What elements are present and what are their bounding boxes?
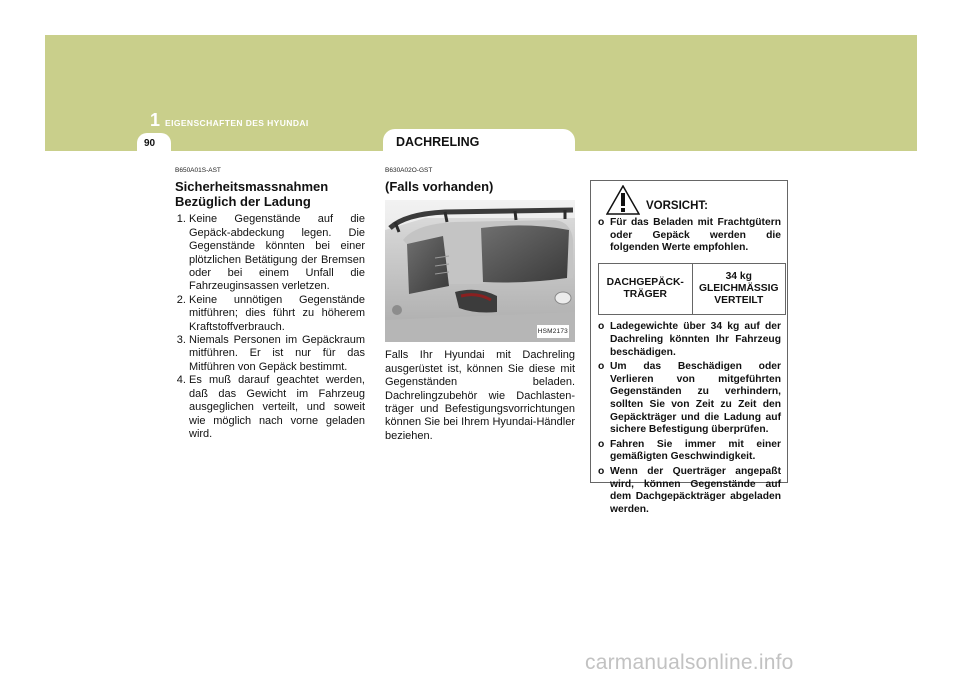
cargo-safety-list — [175, 213, 365, 441]
bullet: o — [598, 438, 605, 450]
roof-rack-photo — [385, 200, 575, 342]
chapter-heading — [150, 110, 309, 131]
list-item: 1. Keine Gegenstände auf die Gepäck-abdeckung legen. Die Gegenstände könnten bei einer plötzlichen Betätigung der Bremsen oder bei einem Unfall die Fahrzeuginsassen verletzen. — [189, 213, 365, 293]
watermark-link[interactable]: carmanualsonline.info — [585, 651, 794, 674]
caution-box — [590, 180, 788, 515]
caution-item — [598, 439, 781, 464]
bullet: o — [598, 321, 605, 333]
caution-text: Wenn der Querträger angepaßt wird, können Gegenstände auf dem Dachgepäckträger abgeladen werden. — [610, 465, 781, 515]
page-number: 90 — [144, 138, 156, 149]
bullet: o — [598, 465, 605, 477]
warning-triangle-icon — [606, 185, 640, 215]
caution-header — [598, 187, 781, 215]
table-row — [599, 263, 786, 315]
roof-rack-heading: (Falls vorhanden) — [385, 179, 494, 195]
image-label: HSM2173 — [537, 325, 569, 338]
bullet: o — [598, 217, 605, 228]
caution-text: Fahren Sie immer mit einer gemäßigten Geschwindigkeit. — [610, 438, 781, 463]
cargo-safety-section — [175, 164, 365, 441]
roof-rack-section — [385, 164, 575, 443]
load-table — [598, 263, 786, 316]
section-code: B650A01S-AST — [175, 167, 221, 174]
chapter-title: EIGENSCHAFTEN DES HYUNDAI — [165, 118, 309, 128]
section-code: B630A02O-GST — [385, 167, 433, 174]
load-table-value: 34 kg GLEICHMÄSSIG VERTEILT — [692, 263, 786, 315]
bullet: o — [598, 361, 605, 373]
car-rear-illustration — [385, 200, 575, 342]
caution-title: VORSICHT: — [646, 200, 708, 213]
roof-rack-description: Falls Ihr Hyundai mit Dachreling ausgerüstet ist, können Sie diese mit Gegenständen beladen. Dachrelingzubehör wie Dachlasten-träger und Befestigungsvorrichtungen können Sie bei Ihrem Hyundai-Händler beziehen. — [385, 349, 575, 442]
caution-text: Ladegewichte über 34 kg auf der Dachreling könnten Ihr Fahrzeug beschädigen. — [610, 321, 781, 358]
caution-item — [598, 361, 781, 437]
caution-item — [598, 466, 781, 516]
list-item: 2. Keine unnötigen Gegenstände mitführen; dies führt zu höherem Kraftstoffverbrauch. — [189, 294, 365, 334]
caution-item — [598, 217, 781, 255]
chapter-number: 1 — [150, 110, 161, 130]
section-title: DACHRELING — [396, 135, 480, 149]
caution-text: Um das Beschädigen oder Verlieren von mitgeführten Gegenständen zu verhindern, sollten Sie von Zeit zu Zeit den Gepäckträger und die Ladung auf sichere Befestigung überprüfen. — [610, 361, 781, 436]
list-item: 3. Niemals Personen im Gepäckraum mitführen. Er ist nur für das Mitführen von Gepäck bestimmt. — [189, 334, 365, 374]
caution-intro: Für das Beladen mit Frachtgütern oder Gepäck werden die folgenden Werte empfohlen. — [610, 217, 781, 254]
load-table-label: DACHGEPÄCK-TRÄGER — [599, 263, 693, 315]
cargo-safety-heading: Sicherheitsmassnahmen Bezüglich der Ladung — [175, 179, 329, 210]
caution-item — [598, 321, 781, 359]
list-item: 4. Es muß darauf geachtet werden, daß das Gewicht im Fahrzeug ausgeglichen verteilt, und soweit wie möglich nach vorne geladen wird. — [189, 374, 365, 441]
